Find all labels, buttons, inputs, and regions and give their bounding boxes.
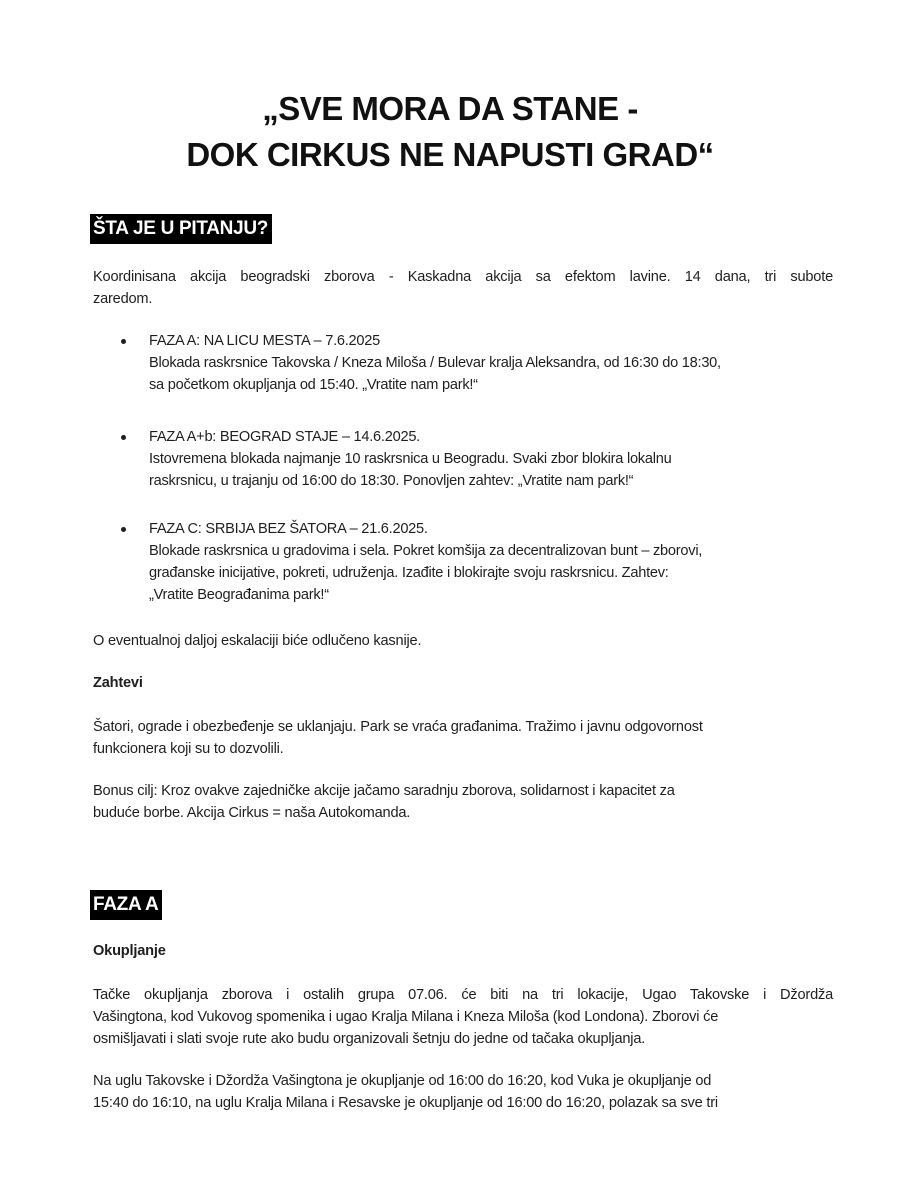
document-title [0,86,900,178]
gathering-line: Vašingtona, kod Vukovog spomenika i ugao Kralja Milana i Kneza Miloša (kod Londona). Zborovi će [93,1009,719,1025]
bonus-line: buduće borbe. Akcija Cirkus = naša Autokomanda. [93,805,411,821]
gathering-paragraph [93,984,833,1050]
demands-line: Šatori, ograde i obezbeđenje se uklanjaju. Park se vraća građanima. Tražimo i javnu odgovornost [93,719,703,735]
phase-line: „Vratite Beograđanima park!“ [149,587,329,603]
section-heading-what: ŠTA JE U PITANJU? [90,214,272,244]
phase-line: Blokada raskrsnice Takovska / Kneza Miloša / Bulevar kralja Aleksandra, od 16:30 do 18:30, [149,355,721,371]
phase-line: građanske inicijative, pokreti, udruženja. Izađite i blokirajte svoju raskrsnicu. Zahtev: [149,565,669,581]
phase-line: raskrsnicu, u trajanju od 16:00 do 18:30. Ponovljen zahtev: „Vratite nam park!“ [149,473,634,489]
gathering-line: Tačke okupljanja zborova i ostalih grupa 07.06. će biti na tri lokacije, Ugao Takovske i Džordža [93,987,833,1003]
escalation-text: O eventualnoj daljoj eskalaciji biće odlučeno kasnije. [93,633,422,649]
gathering-heading: Okupljanje [93,943,166,959]
bonus-paragraph [93,780,833,824]
section-heading-faza-a: FAZA A [90,890,162,920]
gathering-line: osmišljavati i slati svoje rute ako budu organizovali šetnju do jedne od tačaka okupljanja. [93,1031,646,1047]
phase-line: Istovremena blokada najmanje 10 raskrsnica u Beogradu. Svaki zbor blokira lokalnu [149,451,672,467]
bullet-icon [121,339,126,344]
phase-title: FAZA A: NA LICU MESTA – 7.6.2025 [149,333,381,349]
demands-paragraph [93,716,833,760]
intro-paragraph [93,266,833,310]
bullet-icon [121,527,126,532]
bullet-icon [121,435,126,440]
phase-line: sa početkom okupljanja od 15:40. „Vratite nam park!“ [149,377,478,393]
gathering-times-line: 15:40 do 16:10, na uglu Kralja Milana i Resavske je okupljanje od 16:00 do 16:20, polazak sa sve tri [93,1095,718,1111]
title-line-1: „SVE MORA DA STANE - [262,90,638,127]
demands-line: funkcionera koji su to dozvolili. [93,741,284,757]
phase-text [149,330,839,396]
gathering-times-line: Na uglu Takovske i Džordža Vašingtona je okupljanje od 16:00 do 16:20, kod Vuka je okupljanje od [93,1073,712,1089]
phase-line: Blokade raskrsnica u gradovima i sela. Pokret komšija za decentralizovan bunt – zborovi, [149,543,703,559]
escalation-paragraph [93,630,833,652]
phase-text [149,518,839,606]
phase-title: FAZA C: SRBIJA BEZ ŠATORA – 21.6.2025. [149,521,428,537]
phase-text [149,426,839,492]
bonus-line: Bonus cilj: Kroz ovakve zajedničke akcije jačamo saradnju zborova, solidarnost i kapacitet za [93,783,675,799]
phase-title: FAZA A+b: BEOGRAD STAJE – 14.6.2025. [149,429,420,445]
gathering-times-paragraph [93,1070,833,1114]
title-line-2: DOK CIRKUS NE NAPUSTI GRAD“ [186,136,714,173]
intro-line: zaredom. [93,291,153,307]
intro-line: Koordinisana akcija beogradski zborova - Kaskadna akcija sa efektom lavine. 14 dana, tri subote [93,269,833,285]
demands-heading: Zahtevi [93,675,143,691]
